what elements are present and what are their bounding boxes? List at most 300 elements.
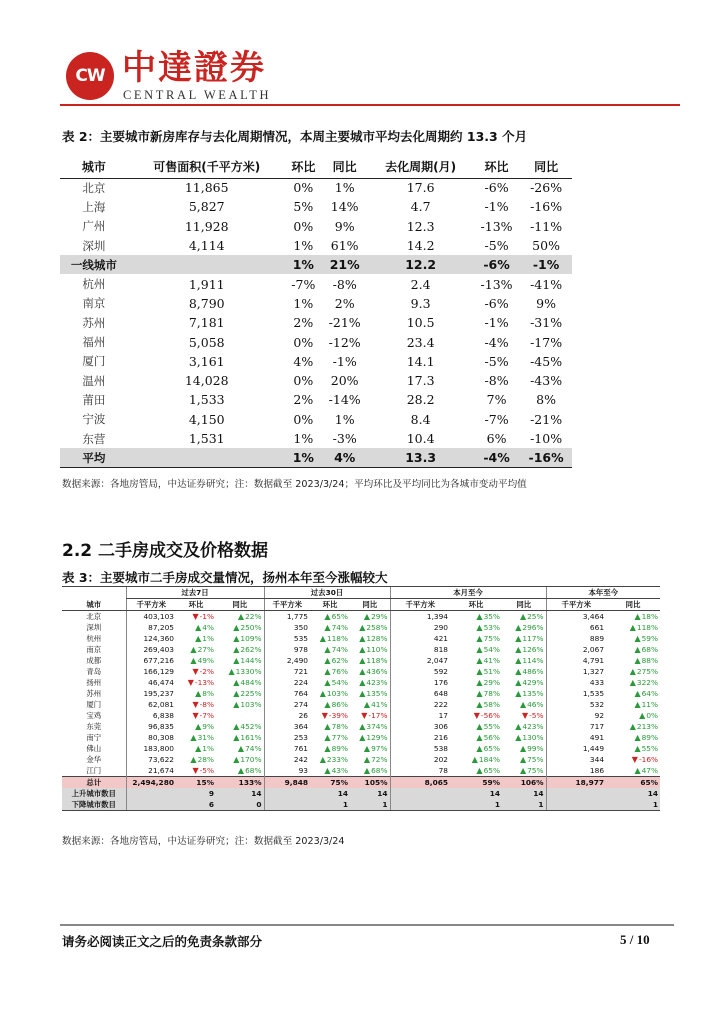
table-cell: 183,800	[126, 743, 176, 754]
table-cell: 14%	[330, 199, 359, 215]
change-cell	[216, 622, 264, 633]
table3-header-cell: 同比	[350, 599, 390, 611]
up-arrow-icon: ▲	[476, 656, 483, 665]
table-row	[60, 294, 572, 313]
up-arrow-icon: ▲	[363, 755, 371, 764]
table-cell: 11,928	[184, 218, 229, 234]
city-name-cell: 苏州	[82, 315, 106, 330]
table-cell: 364	[264, 721, 310, 732]
table-cell: 274	[264, 699, 310, 710]
change-value: 1330%	[235, 667, 262, 676]
change-cell	[350, 765, 390, 777]
change-cell	[176, 732, 216, 743]
change-value: 28%	[197, 755, 214, 764]
up-arrow-icon: ▲	[515, 623, 522, 632]
up-arrow-icon: ▲	[233, 634, 240, 643]
change-value: 9%	[202, 722, 214, 731]
change-value: 68%	[641, 645, 659, 654]
change-value: 46%	[527, 700, 544, 709]
change-cell	[310, 644, 350, 655]
city-name-cell: 南京	[86, 645, 102, 654]
change-value: 47%	[641, 766, 659, 775]
change-cell	[176, 743, 216, 754]
change-value: 258%	[366, 623, 388, 632]
change-cell	[606, 765, 660, 777]
up-arrow-icon: ▲	[476, 722, 483, 731]
change-cell	[606, 699, 660, 710]
up-arrow-icon: ▲	[363, 612, 371, 621]
table-cell: 61%	[330, 238, 359, 254]
change-value: 53%	[483, 623, 501, 632]
table-cell: 1,394	[390, 611, 450, 623]
table-cell: 10.5	[406, 315, 435, 331]
change-value: 68%	[371, 766, 388, 775]
up-arrow-icon: ▲	[195, 634, 202, 643]
change-cell	[310, 677, 350, 688]
table-cell: -6%	[484, 295, 509, 311]
header-divider	[60, 104, 680, 106]
table-row	[60, 390, 572, 409]
change-cell	[216, 666, 264, 677]
table-cell: 764	[264, 688, 310, 699]
table-cell: 1	[310, 799, 350, 811]
change-cell	[502, 732, 546, 743]
change-cell	[502, 666, 546, 677]
change-value: 452%	[240, 722, 262, 731]
table-cell: 80,308	[126, 732, 176, 743]
change-cell	[450, 732, 502, 743]
change-cell	[450, 622, 502, 633]
table-cell	[128, 448, 286, 467]
change-value: 144%	[240, 656, 262, 665]
up-arrow-icon: ▲	[519, 700, 527, 709]
change-cell	[350, 688, 390, 699]
up-arrow-icon: ▲	[319, 634, 326, 643]
change-cell	[176, 677, 216, 688]
down-arrow-icon: ▼	[361, 711, 368, 720]
city-name-cell: 南京	[82, 296, 106, 311]
company-name-cn: 中達證券	[122, 48, 266, 88]
table-cell: 2%	[293, 392, 314, 408]
table2-header-cell: 可售面积(千平方米)	[128, 156, 286, 178]
change-cell	[310, 688, 350, 699]
table-cell: 1%	[286, 255, 321, 274]
change-value: 89%	[331, 744, 349, 753]
up-arrow-icon: ▲	[363, 700, 371, 709]
change-cell	[502, 710, 546, 721]
change-cell	[310, 622, 350, 633]
up-arrow-icon: ▲	[639, 711, 646, 720]
change-cell	[176, 688, 216, 699]
table-cell: 4%	[321, 448, 368, 467]
change-value: 55%	[483, 722, 501, 731]
table-cell: 1%	[286, 448, 321, 467]
table-row	[60, 236, 572, 255]
up-arrow-icon: ▲	[190, 733, 197, 742]
change-cell	[176, 611, 216, 623]
table-cell: -11%	[530, 218, 563, 234]
table-row	[62, 765, 660, 777]
change-cell	[216, 754, 264, 765]
change-cell	[310, 611, 350, 623]
table-cell: 5,058	[188, 334, 225, 350]
change-cell	[350, 666, 390, 677]
change-value: 8%	[202, 689, 214, 698]
table-cell: 96,835	[126, 721, 176, 732]
table-row	[60, 217, 572, 236]
table-cell: 87,205	[126, 622, 176, 633]
change-value: 29%	[371, 612, 388, 621]
table-cell: 2,490	[264, 655, 310, 666]
down-count-row	[62, 799, 660, 811]
up-arrow-icon: ▲	[324, 678, 331, 687]
table-cell: 0%	[293, 373, 314, 389]
up-arrow-icon: ▲	[629, 623, 636, 632]
city-name-cell: 莆田	[82, 392, 106, 407]
table-cell: -8%	[484, 373, 509, 389]
table-cell: 62,081	[126, 699, 176, 710]
logo-mark: CW	[75, 66, 105, 86]
change-value: 135%	[522, 689, 544, 698]
change-value: 109%	[240, 634, 262, 643]
table-cell: -13%	[480, 276, 513, 292]
change-cell	[606, 743, 660, 754]
table-cell: 7%	[486, 392, 507, 408]
table3-header-cell: 城市	[62, 599, 126, 611]
change-cell	[310, 699, 350, 710]
table-cell: 9	[176, 788, 216, 799]
up-arrow-icon: ▲	[195, 623, 202, 632]
change-cell	[216, 677, 264, 688]
table-cell: 344	[546, 754, 606, 765]
table-cell: 18,977	[546, 777, 606, 789]
table-row	[60, 274, 572, 293]
table-cell: 4.7	[410, 199, 431, 215]
table-cell: -10%	[530, 431, 563, 446]
table-cell: 124,360	[126, 633, 176, 644]
table-cell: 92	[546, 710, 606, 721]
table-cell: 224	[264, 677, 310, 688]
change-value: 103%	[326, 689, 349, 698]
table-cell: 1,449	[546, 743, 606, 754]
table-cell: 5,827	[188, 199, 225, 215]
change-cell	[502, 699, 546, 710]
table-row	[60, 313, 572, 332]
change-cell	[216, 644, 264, 655]
table-cell: 535	[264, 633, 310, 644]
change-value: 49%	[197, 656, 214, 665]
change-value: 74%	[331, 645, 349, 654]
table-cell: 9%	[334, 218, 355, 234]
up-arrow-icon: ▲	[233, 645, 240, 654]
table-cell: 186	[546, 765, 606, 777]
change-cell	[216, 743, 264, 754]
table-cell: 0%	[293, 218, 314, 234]
change-value: 89%	[641, 733, 659, 742]
up-arrow-icon: ▲	[324, 733, 331, 742]
table-cell: 677,216	[126, 655, 176, 666]
table-cell: 176	[390, 677, 450, 688]
up-arrow-icon: ▲	[471, 755, 478, 764]
change-value: 374%	[366, 722, 388, 731]
up-arrow-icon: ▲	[359, 678, 366, 687]
change-cell	[310, 743, 350, 754]
up-arrow-icon: ▲	[233, 678, 240, 687]
table-cell: 350	[264, 622, 310, 633]
table-cell: 6%	[486, 431, 507, 446]
change-value: 170%	[240, 755, 262, 764]
table-cell	[390, 799, 450, 811]
table-cell	[546, 788, 606, 799]
table-cell: -4%	[473, 448, 520, 467]
table-cell: 0%	[293, 411, 314, 427]
change-cell	[450, 611, 502, 623]
up-arrow-icon: ▲	[634, 645, 641, 654]
change-value: 51%	[483, 667, 501, 676]
table-cell: 3,161	[188, 353, 225, 369]
table-row	[62, 611, 660, 623]
table-row	[62, 633, 660, 644]
up-arrow-icon: ▲	[324, 722, 331, 731]
table-cell: 2,047	[390, 655, 450, 666]
change-cell	[310, 655, 350, 666]
table3-header-cell: 千平方米	[546, 599, 606, 611]
table-cell: 306	[390, 721, 450, 732]
up-arrow-icon: ▲	[519, 766, 527, 775]
table-cell: 889	[546, 633, 606, 644]
table-cell	[390, 788, 450, 799]
city-name-cell: 深圳	[82, 238, 106, 253]
table-cell: 3,464	[546, 611, 606, 623]
table-cell: 202	[390, 754, 450, 765]
up-arrow-icon: ▲	[190, 755, 197, 764]
change-cell	[216, 688, 264, 699]
change-value: 322%	[636, 678, 659, 687]
change-cell	[350, 655, 390, 666]
table-cell: 14	[450, 788, 502, 799]
down-arrow-icon: ▼	[187, 678, 194, 687]
table-row	[60, 448, 572, 467]
up-arrow-icon: ▲	[359, 689, 366, 698]
change-value: 429%	[522, 678, 544, 687]
table-cell: 216	[390, 732, 450, 743]
table-cell: 17.6	[406, 180, 435, 196]
change-value: 41%	[483, 656, 501, 665]
up-arrow-icon: ▲	[476, 612, 483, 621]
change-cell	[450, 666, 502, 677]
change-cell	[450, 633, 502, 644]
change-value: 103%	[240, 700, 262, 709]
table-cell: -43%	[530, 373, 563, 389]
table-cell: -21%	[530, 411, 563, 427]
change-value: -7%	[199, 711, 214, 720]
change-value: 75%	[527, 755, 544, 764]
city-name-cell: 厦门	[86, 700, 102, 709]
change-cell	[350, 622, 390, 633]
up-arrow-icon: ▲	[476, 634, 483, 643]
table-cell: -6%	[484, 180, 509, 196]
change-value: 161%	[240, 733, 262, 742]
up-arrow-icon: ▲	[324, 656, 331, 665]
change-cell	[450, 765, 502, 777]
city-name-cell: 扬州	[86, 678, 102, 687]
table-cell: -16%	[530, 199, 563, 215]
table-cell: 2%	[334, 295, 355, 311]
change-value: 75%	[527, 766, 544, 775]
table-cell: -5%	[484, 353, 509, 369]
up-arrow-icon: ▲	[515, 678, 522, 687]
city-name-cell: 宁波	[82, 412, 106, 427]
up-arrow-icon: ▲	[359, 645, 366, 654]
up-arrow-icon: ▲	[515, 656, 522, 665]
table-cell: -45%	[530, 353, 563, 369]
table-row	[62, 710, 660, 721]
table-cell: 1	[502, 799, 546, 811]
table-cell: -1%	[484, 315, 509, 331]
change-value: 88%	[641, 656, 659, 665]
table-cell: 2%	[293, 315, 314, 331]
up-arrow-icon: ▲	[233, 700, 240, 709]
table-cell: -1%	[332, 353, 357, 369]
change-value: -56%	[480, 711, 501, 720]
table3-header-cell: 同比	[606, 599, 660, 611]
table-cell: -7%	[291, 276, 316, 292]
table-cell: 9%	[536, 295, 556, 311]
table-row	[62, 677, 660, 688]
up-arrow-icon: ▲	[634, 744, 641, 753]
change-cell	[502, 644, 546, 655]
up-arrow-icon: ▲	[476, 623, 483, 632]
change-cell	[502, 688, 546, 699]
table-cell: 1,533	[188, 392, 225, 408]
group-header-cell: 本月至今	[390, 587, 546, 599]
change-value: 31%	[197, 733, 214, 742]
up-arrow-icon: ▲	[515, 634, 522, 643]
table-cell: 14	[216, 788, 264, 799]
change-cell	[606, 754, 660, 765]
change-cell	[502, 655, 546, 666]
up-arrow-icon: ▲	[634, 700, 641, 709]
table-row	[62, 666, 660, 677]
change-value: -2%	[199, 667, 214, 676]
table-cell: -3%	[332, 431, 357, 446]
change-cell	[450, 655, 502, 666]
change-value: 62%	[331, 656, 349, 665]
page-header	[60, 40, 680, 120]
table2-header-cell: 环比	[473, 156, 520, 178]
change-cell	[502, 677, 546, 688]
table-cell: 721	[264, 666, 310, 677]
change-value: 18%	[641, 612, 659, 621]
change-value: 423%	[522, 722, 544, 731]
change-cell	[216, 732, 264, 743]
change-cell	[350, 732, 390, 743]
change-cell	[606, 611, 660, 623]
change-value: 65%	[331, 612, 349, 621]
table-cell: 195,237	[126, 688, 176, 699]
table-cell: 21%	[321, 255, 368, 274]
table3-header-cell: 千平方米	[390, 599, 450, 611]
up-arrow-icon: ▲	[233, 656, 240, 665]
change-value: 117%	[522, 634, 544, 643]
table-cell: 1	[450, 799, 502, 811]
table3-header-cell: 千平方米	[126, 599, 176, 611]
table-cell: 14.2	[406, 238, 435, 254]
change-value: 99%	[527, 744, 544, 753]
table-cell: -31%	[530, 315, 563, 331]
change-value: -17%	[368, 711, 388, 720]
table3-caption: 表 3：主要城市二手房成交量情况，扬州本年至今涨幅较大	[62, 570, 388, 585]
change-cell	[216, 699, 264, 710]
change-value: 118%	[636, 623, 659, 632]
table-cell: 8,065	[390, 777, 450, 789]
table3-header-cell: 同比	[216, 599, 264, 611]
change-cell	[350, 743, 390, 754]
up-arrow-icon: ▲	[634, 733, 641, 742]
up-arrow-icon: ▲	[324, 700, 331, 709]
down-arrow-icon: ▼	[192, 667, 199, 676]
change-value: 65%	[483, 744, 501, 753]
up-arrow-icon: ▲	[195, 689, 202, 698]
change-value: -1%	[199, 612, 214, 621]
table-cell: 10.4	[406, 431, 435, 446]
city-name-cell: 佛山	[86, 744, 102, 753]
change-cell	[502, 754, 546, 765]
table-cell: 8%	[536, 392, 556, 408]
table-cell: 1	[350, 799, 390, 811]
table-cell: 1,535	[546, 688, 606, 699]
up-arrow-icon: ▲	[476, 733, 483, 742]
group-header-cell: 本年至今	[546, 587, 660, 599]
up-arrow-icon: ▲	[634, 689, 641, 698]
change-value: 118%	[326, 634, 349, 643]
up-arrow-icon: ▲	[359, 656, 366, 665]
change-cell	[350, 644, 390, 655]
change-value: 110%	[366, 645, 388, 654]
up-arrow-icon: ▲	[324, 766, 331, 775]
change-value: 118%	[366, 656, 388, 665]
city-name-cell: 东莞	[86, 722, 102, 731]
table-cell: -8%	[332, 276, 357, 292]
change-value: 4%	[202, 623, 214, 632]
table3-header-cell: 千平方米	[264, 599, 310, 611]
table-cell: 14	[350, 788, 390, 799]
total-row	[62, 777, 660, 789]
change-value: 54%	[331, 678, 349, 687]
change-value: 25%	[527, 612, 544, 621]
table3-header-cell: 环比	[176, 599, 216, 611]
change-value: 74%	[331, 623, 349, 632]
table-row	[62, 743, 660, 754]
table-cell: 75%	[310, 777, 350, 789]
table-cell: -7%	[484, 411, 509, 427]
change-cell	[350, 677, 390, 688]
table-cell: 20%	[330, 373, 359, 389]
change-cell	[502, 622, 546, 633]
change-value: 22%	[245, 612, 262, 621]
table-cell: 9.3	[410, 295, 431, 311]
up-arrow-icon: ▲	[319, 755, 326, 764]
change-cell	[450, 721, 502, 732]
row-label-cell: 上升城市数目	[62, 788, 126, 799]
table-cell: 5%	[293, 199, 314, 215]
change-cell	[176, 754, 216, 765]
up-arrow-icon: ▲	[476, 766, 483, 775]
table-cell: 0%	[293, 180, 314, 196]
table-cell: 2.4	[410, 276, 431, 292]
table-cell: 13.3	[368, 448, 473, 467]
section-title: 2.2 二手房成交及价格数据	[62, 541, 269, 561]
